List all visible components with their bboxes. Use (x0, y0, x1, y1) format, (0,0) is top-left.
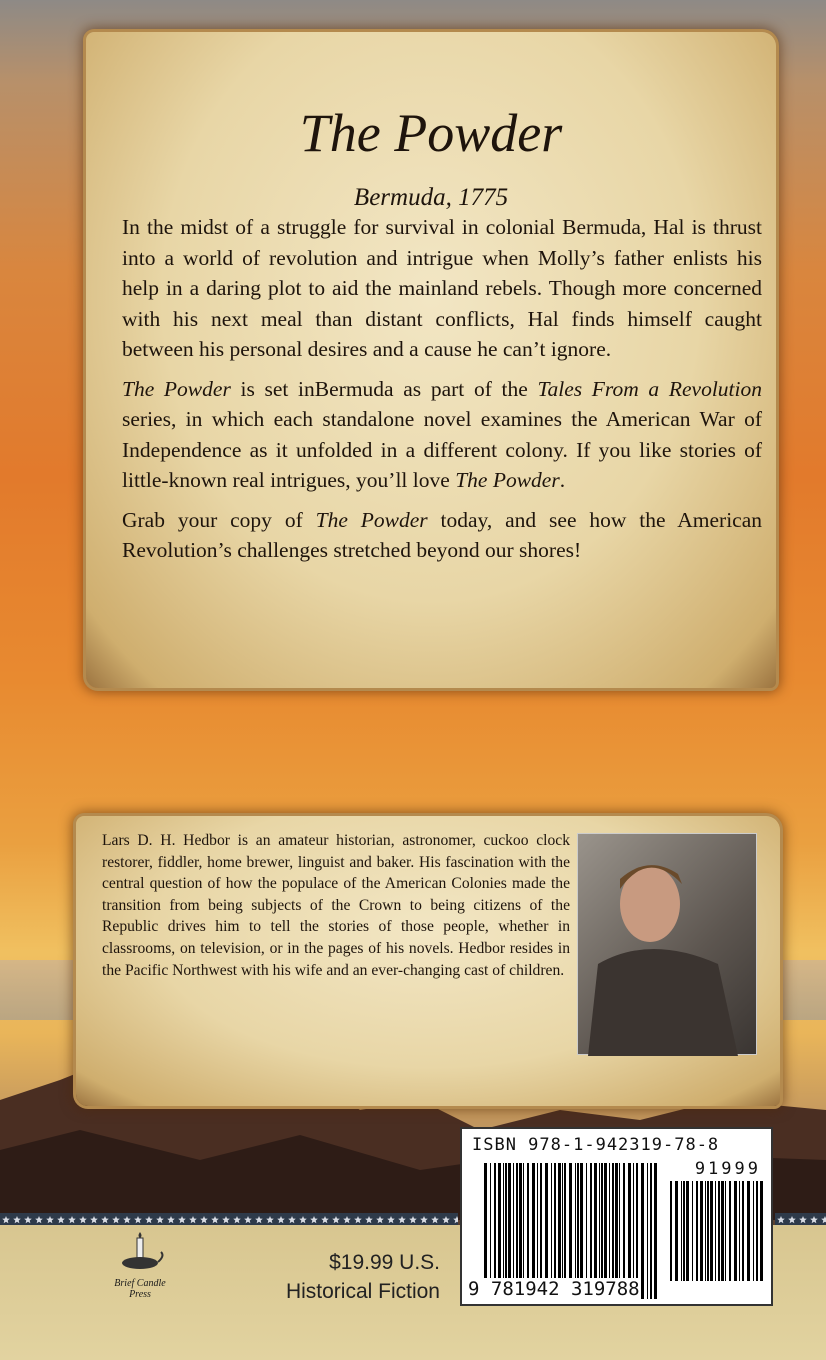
italic-title: The Powder (455, 468, 560, 492)
star-row (0, 1214, 458, 1225)
star-icon (13, 1216, 21, 1223)
bar (670, 1181, 672, 1281)
italic-title: The Powder (122, 376, 231, 401)
bar (681, 1181, 682, 1281)
bar (747, 1181, 750, 1281)
star-icon (442, 1216, 450, 1223)
star-icon (332, 1216, 340, 1223)
price-genre (260, 1248, 440, 1306)
italic-series: Tales From a Revolution (537, 376, 762, 401)
text: Grab your copy of (122, 507, 316, 532)
star-icon (211, 1216, 219, 1223)
synopsis-parchment (86, 32, 776, 688)
synopsis-p3 (122, 505, 762, 566)
candle-icon (115, 1230, 165, 1275)
bar (742, 1181, 744, 1281)
text: . (559, 468, 566, 492)
star-icon (799, 1216, 807, 1223)
bar (686, 1181, 689, 1281)
text: is set inBermuda as part of the (230, 376, 538, 401)
star-icon (112, 1216, 120, 1223)
text: series, in which each standalone novel examines the American War of Independence as it unfolded in a different colony. If you like stories of little-known real intrigues, you’ll love (122, 407, 762, 492)
star-icon (277, 1216, 285, 1223)
star-icon (310, 1216, 318, 1223)
author-parchment (76, 816, 780, 1106)
bar (692, 1181, 693, 1281)
star-icon (255, 1216, 263, 1223)
bar (725, 1181, 726, 1281)
star-icon (79, 1216, 87, 1223)
star-icon (233, 1216, 241, 1223)
star-icon (420, 1216, 428, 1223)
star-icon (189, 1216, 197, 1223)
star-icon (156, 1216, 164, 1223)
bar (718, 1181, 720, 1281)
bar (715, 1181, 716, 1281)
publisher-logo (100, 1230, 180, 1300)
author-photo (577, 833, 757, 1055)
star-icon (387, 1216, 395, 1223)
bar (700, 1181, 703, 1281)
star-icon (376, 1216, 384, 1223)
star-border-left (0, 1213, 458, 1225)
star-icon (821, 1216, 826, 1223)
italic-title: The Powder (315, 507, 428, 532)
star-icon (409, 1216, 417, 1223)
star-icon (68, 1216, 76, 1223)
star-icon (321, 1216, 329, 1223)
bar (705, 1181, 706, 1281)
star-icon (343, 1216, 351, 1223)
star-icon (101, 1216, 109, 1223)
bar (721, 1181, 724, 1281)
bar (734, 1181, 737, 1281)
bar (696, 1181, 698, 1281)
bar (675, 1181, 678, 1281)
star-icon (244, 1216, 252, 1223)
star-icon (123, 1216, 131, 1223)
book-subtitle: Bermuda, 1775 (353, 184, 509, 211)
synopsis-p2 (122, 374, 762, 496)
star-icon (354, 1216, 362, 1223)
star-icon (134, 1216, 142, 1223)
barcode-digits: 9 781942 319788 (468, 1278, 640, 1300)
star-icon (24, 1216, 32, 1223)
star-icon (266, 1216, 274, 1223)
star-icon (431, 1216, 439, 1223)
bar (654, 1163, 657, 1299)
star-icon (200, 1216, 208, 1223)
star-icon (222, 1216, 230, 1223)
star-icon (810, 1216, 818, 1223)
star-icon (57, 1216, 65, 1223)
barcode (460, 1127, 773, 1306)
bar (647, 1163, 648, 1299)
star-icon (2, 1216, 10, 1223)
star-icon (178, 1216, 186, 1223)
bar (683, 1181, 685, 1281)
star-icon (35, 1216, 43, 1223)
star-icon (788, 1216, 796, 1223)
author-bio: Lars D. H. Hedbor is an amateur historian, astronomer, cuckoo clock restorer, fiddler, home brewer, linguist and baker. His fascination with the central question of how the populace of the American Colonies made the transition from being subjects of the Crown to being citizens of the Republic drives him to tell the stories of those people, whether in classrooms, on television, or in the pages of his novels. Hedbor resides in the Pacific Northwest with his wife and an ever-changing cast of children. (102, 832, 570, 979)
publisher-name-line2: Press (129, 1289, 151, 1300)
bar (710, 1181, 713, 1281)
star-row (775, 1214, 826, 1225)
star-icon (288, 1216, 296, 1223)
isbn-text: ISBN 978-1-942319-78-8 (472, 1135, 720, 1155)
bar (756, 1181, 758, 1281)
star-icon (145, 1216, 153, 1223)
star-icon (299, 1216, 307, 1223)
star-icon (777, 1216, 785, 1223)
star-icon (365, 1216, 373, 1223)
text: today, and see how the American Revolution’s challenges stretched beyond our shores! (122, 507, 762, 562)
book-title: The Powder (299, 103, 563, 163)
genre: Historical Fiction (285, 1280, 440, 1303)
price: $19.99 U.S. (329, 1251, 440, 1274)
bar (739, 1181, 740, 1281)
star-icon (453, 1216, 458, 1223)
synopsis-text (122, 212, 762, 575)
bar (641, 1163, 644, 1299)
synopsis-p1: In the midst of a struggle for survival in colonial Bermuda, Hal is thrust into a world of revolution and intrigue when Molly’s father enlists his help in a daring plot to aid the mainland rebels. Though more concerned with his next meal than distant conflicts, Hal finds himself caught between his personal desires and a cause he can’t ignore. (122, 215, 762, 361)
star-icon (46, 1216, 54, 1223)
star-icon (167, 1216, 175, 1223)
bar (707, 1181, 709, 1281)
price-addon: 91999 (694, 1159, 761, 1179)
bar (650, 1163, 652, 1299)
star-icon (398, 1216, 406, 1223)
bar (729, 1181, 731, 1281)
bar (753, 1181, 754, 1281)
star-border-right (775, 1213, 826, 1225)
publisher-name: Brief Candle (114, 1278, 166, 1289)
star-icon (90, 1216, 98, 1223)
bar (760, 1181, 763, 1281)
